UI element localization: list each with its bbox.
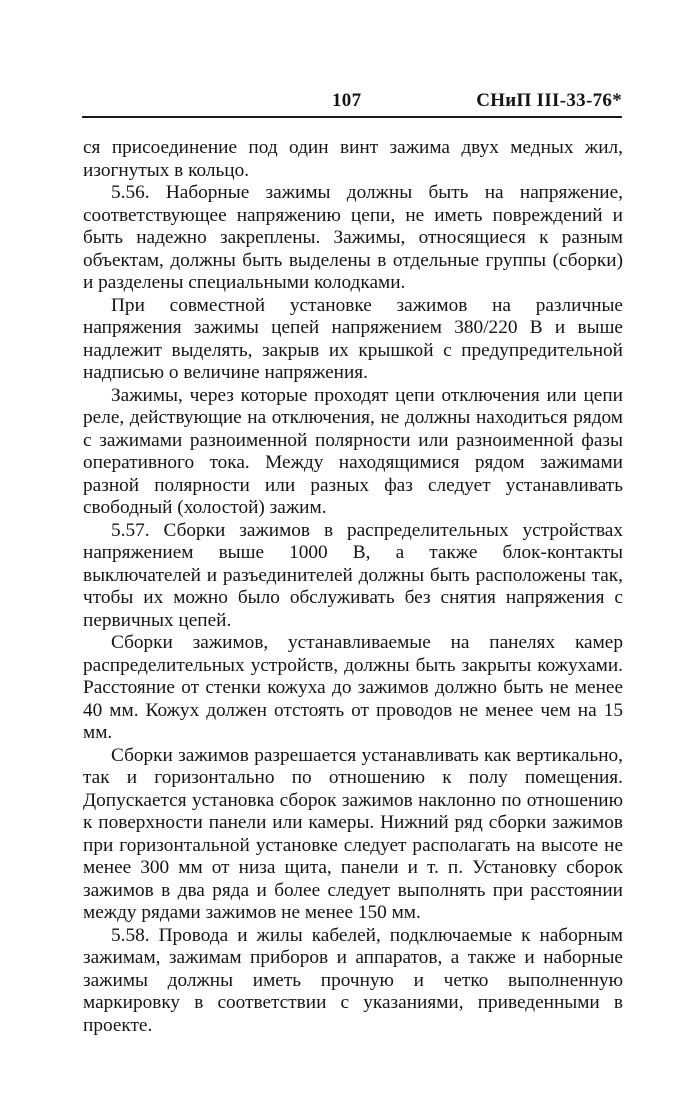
body-text xyxy=(83,137,623,1037)
paragraph xyxy=(83,137,623,182)
paragraph xyxy=(83,632,623,745)
document-code: СНиП III-33-76* xyxy=(476,90,622,111)
paragraph-text: Сборки зажимов в распределительных устройствах напряжением выше 1000 В, а также блок-контакты выключателей и разъединителей должны быть расположены так, чтобы их можно было обслуживать без снятия напряжения с первичных цепей. xyxy=(83,519,623,631)
clause-number: 5.56. xyxy=(111,182,150,203)
clause-5-58 xyxy=(83,925,623,1038)
paragraph-text: Сборки зажимов разрешается устанавливать как вертикально, так и горизонтально по отношению к полу помещения. Допускается установка сборок зажимов наклонно по отношению к поверхности панели или камеры. Нижний ряд сборки зажимов при горизонтальной установке следует располагать на высоте не менее 300 мм от низа щита, панели и т. п. Установку сборок зажимов в два ряда и более следует выполнять при расстоянии между рядами зажимов не менее 150 мм. xyxy=(83,744,623,923)
page-header xyxy=(82,86,622,116)
paragraph-text: Сборки зажимов, устанавливаемые на панелях камер распределительных устройств, должны быть закрыты кожухами. Расстояние от стенки кожуха до зажимов должно быть не менее 40 мм. Кожух должен отстоять от проводов не менее чем на 15 мм. xyxy=(83,632,623,743)
paragraph-text: Наборные зажимы должны быть на напряжение, соответствующее напряжению цепи, не иметь повреждений и быть надежно закреплены. Зажимы, относящиеся к разным объектам, должны быть выделены в отдельные группы (сборки) и разделены специальными колодками. xyxy=(83,182,623,293)
paragraph xyxy=(83,745,623,925)
clause-number: 5.58. xyxy=(111,924,150,946)
header-rule xyxy=(82,116,622,118)
paragraph xyxy=(83,295,623,385)
paragraph-text: Провода и жилы кабелей, подключаемые к наборным зажимам, зажимам приборов и аппаратов, а также и наборные зажимы должны иметь прочную и четко выполненную маркировку в соответствии с указаниями, приведенными в проекте. xyxy=(83,924,623,1036)
paragraph-text: ся присоединение под один винт зажима двух медных жил, изогнутых в кольцо. xyxy=(83,137,623,181)
paragraph-text: При совместной установке зажимов на различные напряжения зажимы цепей напряжением 380/220 В и выше надлежит выделять, закрыв их крышкой с предупредительной надписью о величине напряжения. xyxy=(83,294,623,383)
paragraph xyxy=(83,385,623,520)
clause-5-56 xyxy=(83,182,623,295)
page-number: 107 xyxy=(332,90,362,111)
clause-5-57 xyxy=(83,520,623,633)
paragraph-text: Зажимы, через которые проходят цепи отключения или цепи реле, действующие на отключения, не должны находиться рядом с зажимами разноименной полярности или разноименной фазы оперативного тока. Между находящимися рядом зажимами разной полярности или разных фаз следует устанавливать свободный (холостой) зажим. xyxy=(83,384,623,518)
clause-number: 5.57. xyxy=(111,519,150,541)
